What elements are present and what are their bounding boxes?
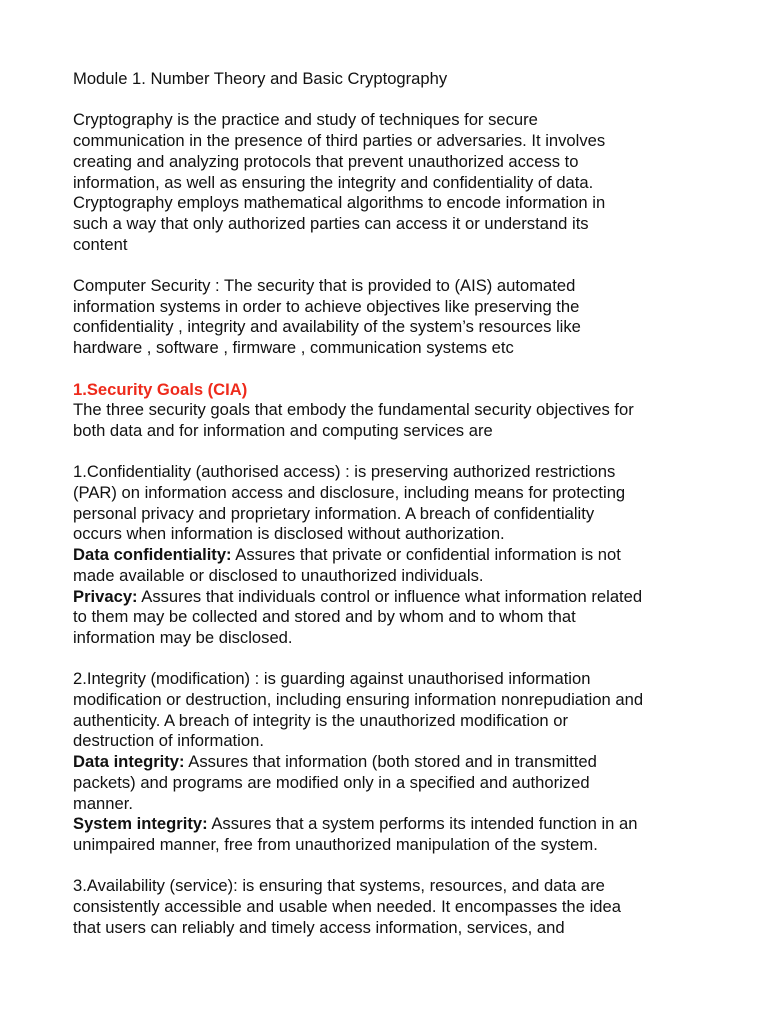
intro-line: such a way that only authorized parties can access it or understand its [73, 213, 589, 233]
integrity-line: 2.Integrity (modification) : is guarding against unauthorised information [73, 669, 591, 689]
computer-security-line: confidentiality , integrity and availability of the system’s resources like [73, 317, 581, 337]
data-integrity-term: Data integrity: [73, 752, 185, 772]
data-confidentiality-term: Data confidentiality: [73, 545, 232, 565]
computer-security-line: Computer Security : The security that is provided to (AIS) automated [73, 276, 576, 295]
privacy-line: to them may be collected and stored and by whom and to whom that [73, 607, 576, 627]
availability-line: that users can reliably and timely access information, services, and [73, 917, 565, 937]
system-integrity-line [73, 814, 703, 835]
security-goals-line: both data and for information and computing services are [73, 420, 493, 440]
privacy-text: Assures that individuals control or influence what information related [137, 586, 643, 606]
computer-security-line: information systems in order to achieve objectives like preserving the [73, 296, 580, 316]
data-confidentiality-line: made available or disclosed to unauthorized individuals. [73, 565, 484, 585]
data-confidentiality-line [73, 545, 703, 566]
title-line: Module 1. Number Theory and Basic Cryptography [73, 69, 448, 88]
data-integrity-text: Assures that information (both stored and in transmitted [184, 752, 597, 772]
integrity-section [73, 669, 703, 855]
confidentiality-line: (PAR) on information access and disclosure, including means for protecting [73, 483, 626, 502]
computer-security-paragraph [73, 276, 703, 359]
intro-line: creating and analyzing protocols that prevent unauthorized access to [73, 151, 579, 171]
privacy-term: Privacy: [73, 586, 138, 606]
availability-line: consistently accessible and usable when needed. It encompasses the idea [73, 897, 621, 917]
intro-paragraph [73, 110, 703, 255]
computer-security-line: hardware , software , firmware , communication systems etc [73, 338, 514, 358]
intro-line: information, as well as ensuring the integrity and confidentiality of data. [73, 172, 594, 192]
system-integrity-line: unimpaired manner, free from unauthorized manipulation of the system. [73, 834, 598, 854]
data-confidentiality-text: Assures that private or confidential information is not [231, 545, 621, 565]
integrity-line: authenticity. A breach of integrity is the unauthorized modification or [73, 710, 569, 730]
availability-line: 3.Availability (service): is ensuring that systems, resources, and data are [73, 876, 605, 896]
privacy-line [73, 587, 703, 608]
integrity-line: destruction of information. [73, 731, 264, 751]
integrity-line: modification or destruction, including ensuring information nonrepudiation and [73, 690, 644, 710]
security-goals-section [73, 380, 703, 442]
document-page [73, 69, 703, 938]
intro-line: Cryptography is the practice and study of techniques for secure [73, 110, 538, 130]
document-title [73, 69, 703, 90]
confidentiality-section [73, 462, 703, 648]
data-integrity-line [73, 752, 703, 773]
data-integrity-line: manner. [73, 793, 133, 813]
confidentiality-line: personal privacy and proprietary information. A breach of confidentiality [73, 503, 595, 523]
security-goals-line: The three security goals that embody the fundamental security objectives for [73, 400, 634, 420]
data-integrity-line: packets) and programs are modified only in a specified and authorized [73, 772, 590, 792]
system-integrity-term: System integrity: [73, 814, 208, 834]
confidentiality-line: occurs when information is disclosed without authorization. [73, 524, 505, 544]
system-integrity-text: Assures that a system performs its intended function in an [207, 814, 638, 834]
intro-line: communication in the presence of third parties or adversaries. It involves [73, 131, 606, 151]
confidentiality-line: 1.Confidentiality (authorised access) : is preserving authorized restrictions [73, 462, 616, 482]
security-goals-heading: 1.Security Goals (CIA) [73, 379, 248, 399]
privacy-line: information may be disclosed. [73, 627, 293, 647]
intro-line: content [73, 234, 128, 254]
availability-section [73, 876, 703, 938]
intro-line: Cryptography employs mathematical algorithms to encode information in [73, 193, 606, 213]
